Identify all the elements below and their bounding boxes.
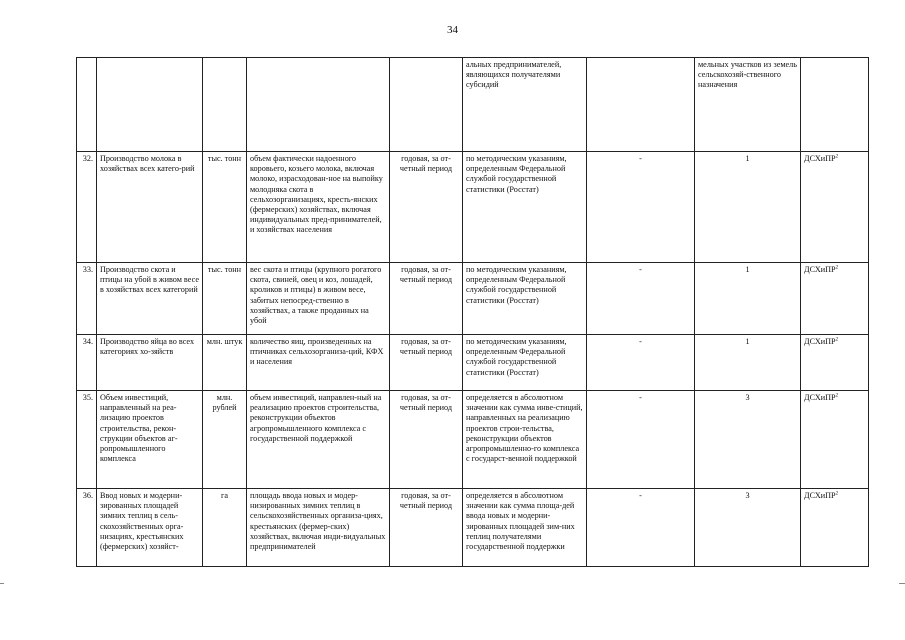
cell-empty	[801, 58, 869, 152]
row-number: 35.	[77, 391, 97, 489]
periodicity: годовая, за от-четный период	[390, 489, 463, 567]
indicator-name: Объем инвестиций, направленный на реа-лизацию проектов строительства, рекон-струкции объектов аг-ропромышленного комплекса	[97, 391, 203, 489]
indicator-name: Ввод новых и модерни-зированных площадей зимних теплиц в сель-скохозяйственных орга-низациях, крестьянских (фермерских) хозяйст-	[97, 489, 203, 567]
indicator-definition: объем инвестиций, направлен-ный на реализацию проектов строительства, реконструкции объектов агропромышленного комплекса с государственной поддержкой	[247, 391, 390, 489]
indicator-definition: объем фактически надоенного коровьего, козьего молока, включая молоко, израсходован-ное на выпойку молодняка скота в сельхозорганизациях, кресть-янских (фермерских) хозяйствах, включая индивидуальных пред-принимателей, и хозяйствах населения	[247, 152, 390, 263]
responsible-label: ДСХиПР	[804, 337, 836, 346]
data-source-code: 1	[695, 263, 801, 335]
method-continued: альных предпринимателей, являющихся получателями субсидий	[463, 58, 587, 152]
responsible-body	[801, 489, 869, 567]
base-indicators: -	[587, 263, 695, 335]
calculation-method: по методическим указаниям, определенным Федеральной службой государственной статистики (Росстат)	[463, 263, 587, 335]
table-row	[77, 263, 869, 335]
footnote-mark: 2	[835, 491, 839, 497]
scan-edge-mark-left	[0, 583, 4, 584]
responsible-body	[801, 263, 869, 335]
row-number: 34.	[77, 335, 97, 391]
scan-edge-mark-right	[899, 583, 905, 584]
data-source-code: 3	[695, 489, 801, 567]
responsible-body	[801, 391, 869, 489]
indicator-definition: вес скота и птицы (крупного рогатого скота, свиней, овец и коз, лошадей, кроликов и птицы) в живом весе, забитых непосред-ственно в хозяйствах, а также проданных на убой	[247, 263, 390, 335]
cell-empty	[587, 58, 695, 152]
unit-of-measure: млн. рублей	[203, 391, 247, 489]
responsible-label: ДСХиПР	[804, 491, 836, 500]
cell-empty	[390, 58, 463, 152]
responsible-label: ДСХиПР	[804, 154, 836, 163]
indicator-definition: площадь ввода новых и модер-низированных зимних теплиц в сельскохозяйственных организа-циях, крестьянских (фермер-ских) хозяйствах, включая инди-видуальных предпринимателей	[247, 489, 390, 567]
indicator-name: Производство яйца во всех категориях хо-зяйств	[97, 335, 203, 391]
indicator-name: Производство скота и птицы на убой в живом весе в хозяйствах всех категорий	[97, 263, 203, 335]
calculation-method: определяется в абсолютном значении как сумма площа-дей ввода новых и модерни-зированных площадей зим-них теплиц получателями государственной поддержки	[463, 489, 587, 567]
data-source-code: 3	[695, 391, 801, 489]
unit-of-measure: га	[203, 489, 247, 567]
cell-empty	[97, 58, 203, 152]
calculation-method: по методическим указаниям, определенным Федеральной службой государственной статистики (Росстат)	[463, 335, 587, 391]
responsible-body	[801, 152, 869, 263]
calculation-method: определяется в абсолютном значении как сумма инве-стиций, направленных на реализацию проектов строи-тельства, реконструкции объектов агропромышленно-го комплекса с государст-венной поддержкой	[463, 391, 587, 489]
responsible-body	[801, 335, 869, 391]
table-row	[77, 152, 869, 263]
base-indicators: -	[587, 152, 695, 263]
cell-empty	[77, 58, 97, 152]
indicator-name: Производство молока в хозяйствах всех катего-рий	[97, 152, 203, 263]
data-source-code: 1	[695, 335, 801, 391]
unit-of-measure: млн. штук	[203, 335, 247, 391]
row-number: 36.	[77, 489, 97, 567]
plan-continued: мельных участков из земель сельскохозяй-ственного назначения	[695, 58, 801, 152]
base-indicators: -	[587, 489, 695, 567]
cell-empty	[203, 58, 247, 152]
footnote-mark: 2	[835, 337, 839, 343]
base-indicators: -	[587, 335, 695, 391]
table-row	[77, 391, 869, 489]
indicators-table	[76, 57, 869, 567]
continued-header-row	[77, 58, 869, 152]
row-number: 32.	[77, 152, 97, 263]
footnote-mark: 2	[835, 393, 839, 399]
data-source-code: 1	[695, 152, 801, 263]
table-row	[77, 335, 869, 391]
footnote-mark: 2	[835, 265, 839, 271]
row-number: 33.	[77, 263, 97, 335]
table-row	[77, 489, 869, 567]
periodicity: годовая, за от-четный период	[390, 391, 463, 489]
responsible-label: ДСХиПР	[804, 393, 836, 402]
unit-of-measure: тыс. тонн	[203, 152, 247, 263]
responsible-label: ДСХиПР	[804, 265, 836, 274]
cell-empty	[247, 58, 390, 152]
periodicity: годовая, за от-четный период	[390, 335, 463, 391]
calculation-method: по методическим указаниям, определенным Федеральной службой государственной статистики (Росстат)	[463, 152, 587, 263]
periodicity: годовая, за от-четный период	[390, 152, 463, 263]
indicator-definition: количество яиц, произведенных на птичниках сельхозорганиза-ций, КФХ и населения	[247, 335, 390, 391]
periodicity: годовая, за от-четный период	[390, 263, 463, 335]
footnote-mark: 2	[835, 154, 839, 160]
unit-of-measure: тыс. тонн	[203, 263, 247, 335]
page-number: 34	[447, 24, 458, 36]
base-indicators: -	[587, 391, 695, 489]
